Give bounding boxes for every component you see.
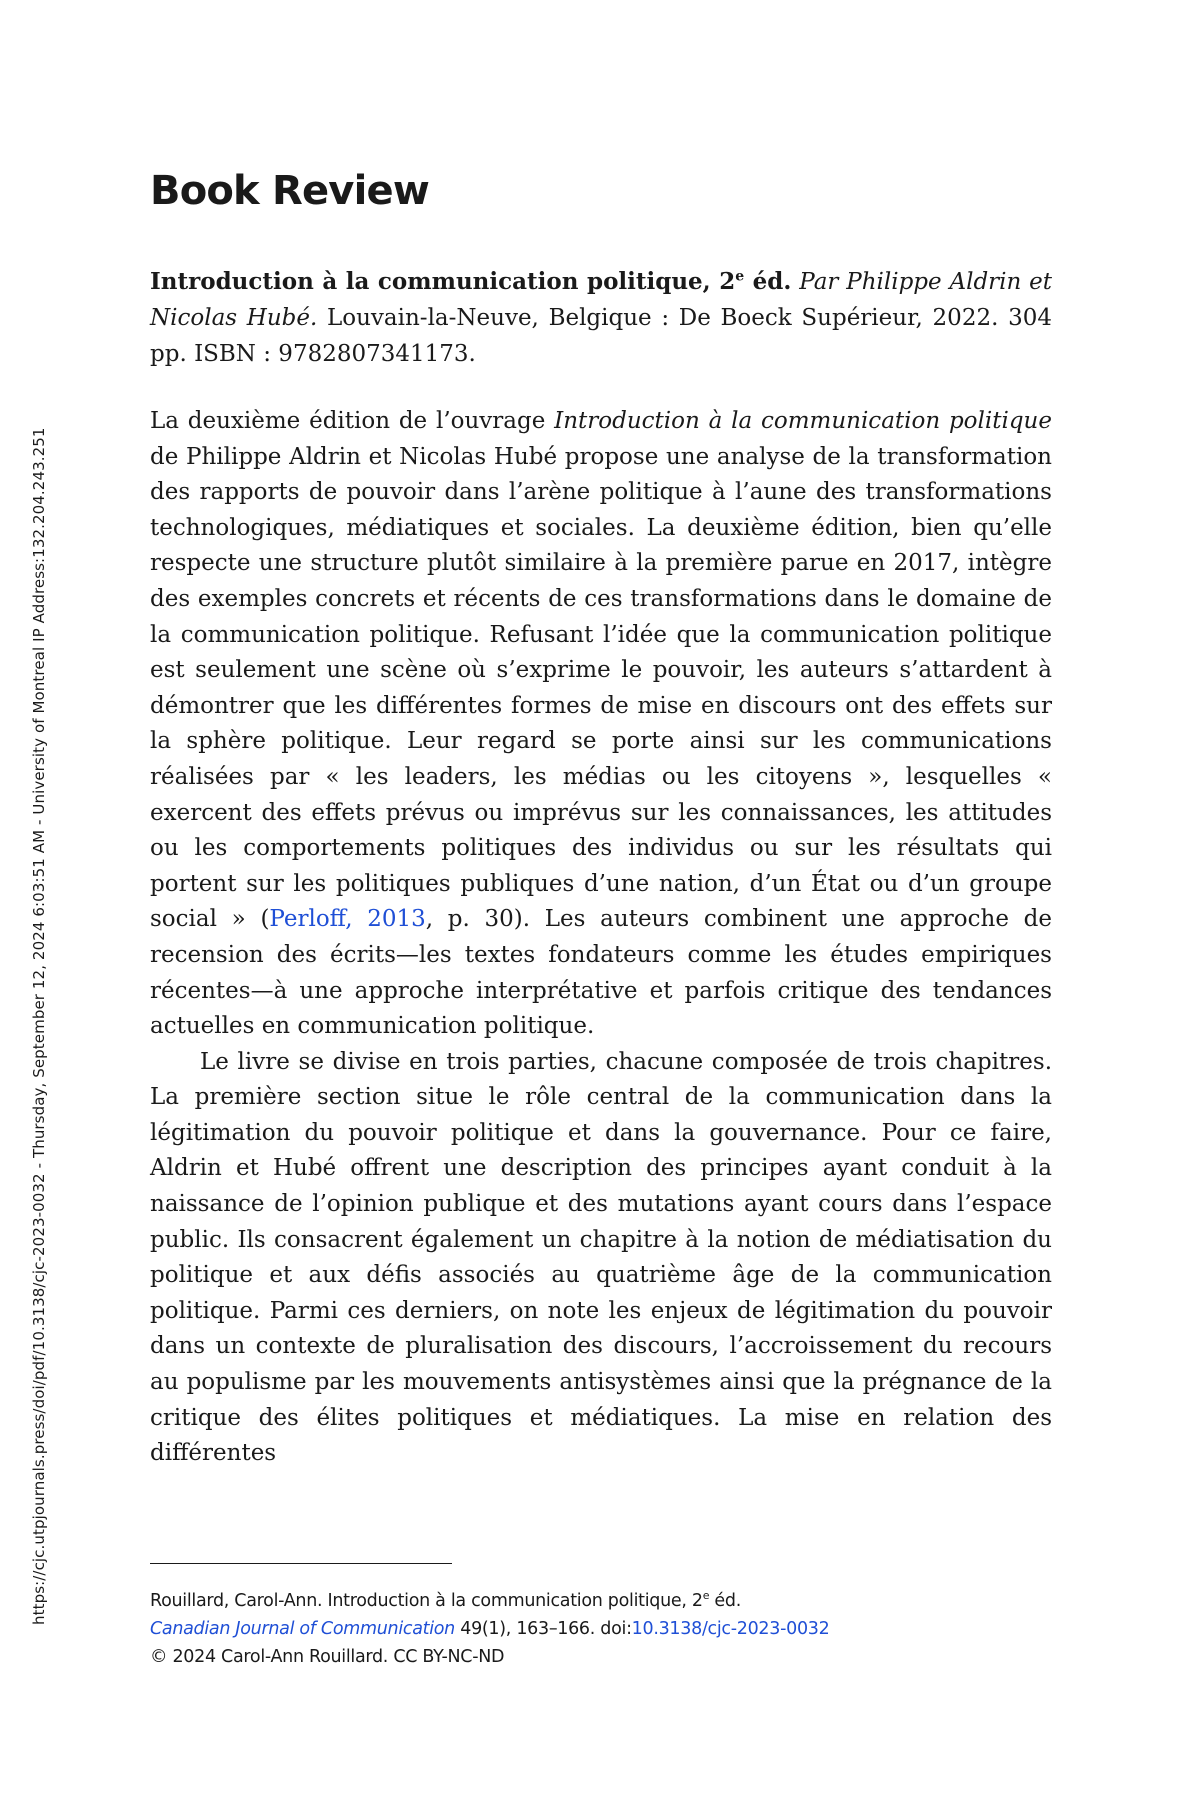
footer-edition-superscript: e (702, 1589, 710, 1603)
download-watermark: https://cjc.utpjournals.press/doi/pdf/10.3138/cjc-2023-0032 - Thursday, September 12, 2024 6:03:51 AM - University of Montreal IP Address:132.204.243.251 (30, 427, 48, 1625)
reference-link-perloff[interactable]: Perloff, 2013 (269, 906, 426, 933)
journal-issue: 49(1), 163–166. doi: (454, 1619, 632, 1639)
book-authors: Par Philippe Aldrin et Nicolas Hubé. (150, 269, 1053, 331)
footer-citation-line (150, 1587, 1050, 1615)
paragraph-1-end: , p. 30). Les auteurs combinent une approche de recension des écrits—les textes fondateurs comme les études empiriques récentes—à une approche interprétative et parfois critique des tendances actuelles en communication politique. (150, 906, 1052, 1040)
footer-journal-line (150, 1615, 1050, 1643)
doi-link[interactable]: 10.3138/cjc-2023-0032 (631, 1619, 830, 1639)
paragraph-1 (150, 404, 1052, 1045)
review-body (150, 404, 1052, 1472)
book-title-text: Introduction à la communication politique, 2 (150, 268, 736, 295)
article-footer (150, 1587, 1050, 1671)
paragraph-1-start: La deuxième édition de l’ouvrage (150, 408, 555, 434)
edition-suffix: éd. (744, 268, 792, 295)
paragraph-1-middle: de Philippe Aldrin et Nicolas Hubé propose une analyse de la transformation des rapports de pouvoir dans l’arène politique à l’aune des transformations technologiques, médiatiques et sociales. La deuxième édition, bien qu’elle respecte une structure plutôt similaire à la première parue en 2017, intègre des exemples concrets et récents de ces transformations dans le domaine de la communication politique. Refusant l’idée que la communication politique est seulement une scène où s’exprime le pouvoir, les auteurs s’attardent à démontrer que les différentes formes de mise en discours ont des effets sur la sphère politique. Leur regard se porte ainsi sur les communications réalisées par « les leaders, les médias ou les citoyens », lesquelles « exercent des effets prévus ou imprévus sur les connaissances, les attitudes ou les comportements politiques des individus ou sur les résultats qui portent sur les politiques publiques d’une nation, d’un État ou d’un groupe social » ( (150, 443, 1052, 933)
footer-author-title: Rouillard, Carol-Ann. Introduction à la communication politique, 2 (150, 1591, 703, 1611)
paragraph-2: Le livre se divise en trois parties, chacune composée de trois chapitres. La première section situe le rôle central de la communication dans la légitimation du pouvoir politique et dans la gouvernance. Pour ce faire, Aldrin et Hubé offrent une description des principes ayant conduit à la naissance de l’opinion publique et des mutations ayant cours dans l’espace public. Ils consacrent également un chapitre à la notion de médiatisation du politique et aux défis associés au quatrième âge de la communication politique. Parmi ces derniers, on note les enjeux de légitimation du pouvoir dans un contexte de pluralisation des discours, l’accroissement du recours au populisme par les mouvements antisystèmes ainsi que la prégnance de la critique des élites politiques et médiatiques. La mise en relation des différentes (150, 1048, 1052, 1467)
publication-details: Louvain-la-Neuve, Belgique : De Boeck Supérieur, 2022. 304 pp. ISBN : 9782807341173. (150, 305, 1052, 367)
edition-superscript: e (735, 268, 745, 285)
copyright-line: © 2024 Carol-Ann Rouillard. CC BY-NC-ND (150, 1647, 505, 1667)
book-citation (150, 264, 1052, 372)
footnote-divider (150, 1563, 452, 1564)
page-title: Book Review (150, 168, 429, 214)
journal-link[interactable]: Canadian Journal of Communication (150, 1619, 455, 1639)
paragraph-1-book-title: Introduction à la communication politique (554, 408, 1052, 434)
book-title (150, 268, 791, 295)
footer-edition-suffix: éd. (709, 1591, 741, 1611)
